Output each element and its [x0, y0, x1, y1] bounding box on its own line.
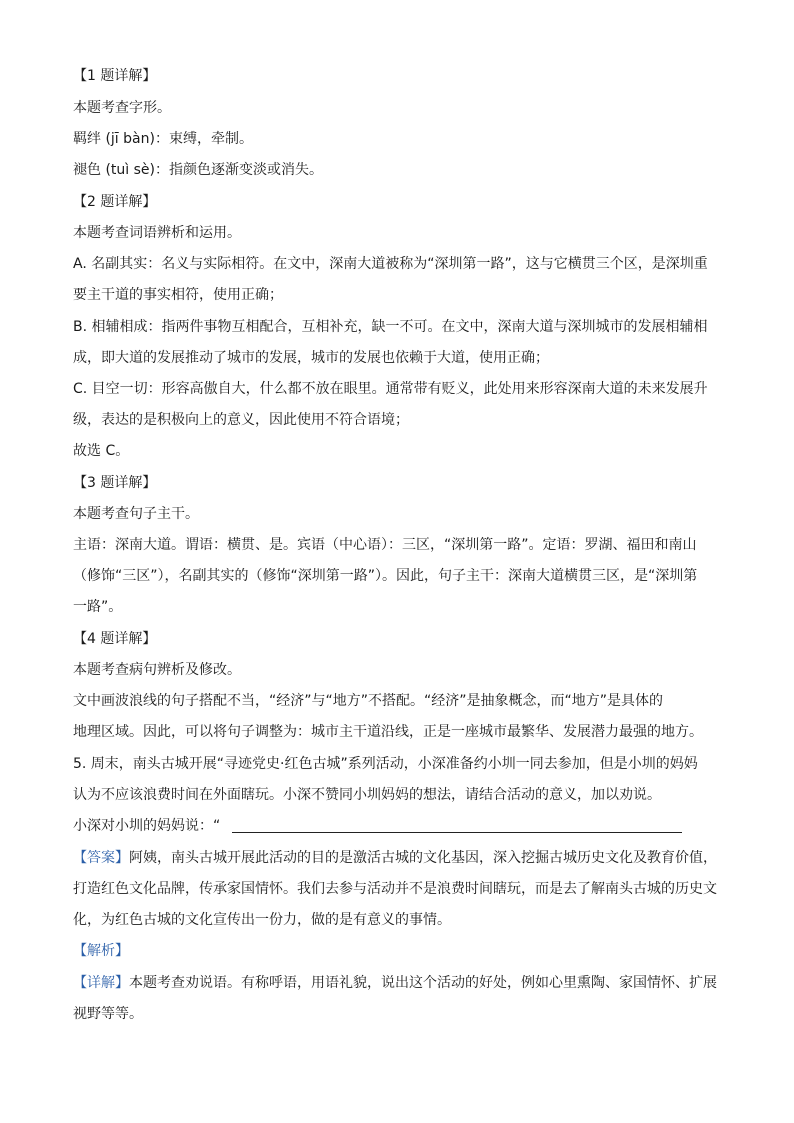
q2-option-b-cont: 成，即大道的发展推动了城市的发展，城市的发展也依赖于大道，使用正确；: [73, 350, 549, 366]
detail-text: 本题考查劝说语。有称呼语，用语礼貌，说出这个活动的好处，例如心里熏陶、家国情怀、扩展: [129, 975, 717, 991]
q3-heading: 【3 题详解】: [73, 475, 157, 491]
q5-answer: [73, 848, 733, 868]
q3-analysis: 主语：深南大道。谓语：横贯、是。宾语（中心语）：三区，“深圳第一路”。定语：罗湖、福田和南山: [73, 537, 697, 553]
detail-tag: 【详解】: [73, 975, 129, 991]
q2-topic: 本题考查词语辨析和运用。: [73, 225, 241, 241]
q5-question-cont: 认为不应该浪费时间在外面瞎玩。小深不赞同小圳妈妈的想法，请结合活动的意义，加以劝说。: [73, 787, 661, 803]
q2-option-c-cont: 级，表达的是积极向上的意义，因此使用不符合语境；: [73, 412, 409, 428]
q5-question: 5. 周末，南头古城开展“寻迹党史·红色古城”系列活动，小深准备约小圳一同去参加，但是小圳的妈妈: [73, 756, 698, 772]
analysis-tag: [73, 941, 733, 961]
analysis-tag-text: 【解析】: [73, 943, 129, 959]
q4-analysis: 文中画波浪线的句子搭配不当，“经济”与“地方”不搭配。“经济”是抽象概念，而“地方”是具体的: [73, 693, 664, 709]
q2-heading: 【2 题详解】: [73, 194, 157, 210]
q5-detail: [73, 973, 733, 993]
q5-answer-cont-2: 化，为红色古城的文化宣传出一份力，做的是有意义的事情。: [73, 912, 451, 928]
q1-topic: 本题考查字形。: [73, 100, 171, 116]
q5-prompt: 小深对小圳的妈妈说：“: [73, 818, 221, 834]
q2-option-c: C. 目空一切：形容高傲自大，什么都不放在眼里。通常带有贬义，此处用来形容深南大道的未来发展升: [73, 381, 708, 397]
q2-option-a-cont: 要主干道的事实相符，使用正确；: [73, 287, 283, 303]
q5-detail-cont: 视野等等。: [73, 1006, 143, 1022]
q2-answer: 故选 C。: [73, 443, 130, 459]
q1-word-2: 褪色 (tuì sè)：指颜色逐渐变淡或消失。: [73, 162, 323, 178]
q5-answer-cont-1: 打造红色文化品牌，传承家国情怀。我们去参与活动并不是浪费时间瞎玩，而是去了解南头古城的历史文: [73, 881, 717, 897]
q2-option-b: B. 相辅相成：指两件事物互相配合，互相补充，缺一不可。在文中，深南大道与深圳城市的发展相辅相: [73, 319, 708, 335]
q2-option-a: A. 名副其实：名义与实际相符。在文中，深南大道被称为“深圳第一路”，这与它横贯三个区，是深圳重: [73, 256, 708, 272]
q1-heading: 【1 题详解】: [73, 68, 157, 84]
q4-heading: 【4 题详解】: [73, 631, 157, 647]
answer-text: 阿姨，南头古城开展此活动的目的是激活古城的文化基因，深入挖掘古城历史文化及教育价值，: [129, 850, 717, 866]
q3-analysis-cont-1: （修饰“三区”），名副其实的（修饰“深圳第一路”）。因此，句子主干：深南大道横贯三区，是“深圳第: [73, 568, 698, 584]
answer-blank-line: [232, 832, 682, 833]
q4-analysis-cont: 地理区域。因此，可以将句子调整为：城市主干道沿线，正是一座城市最繁华、发展潜力最强的地方。: [73, 724, 703, 740]
q4-topic: 本题考查病句辨析及修改。: [73, 662, 241, 678]
q3-topic: 本题考查句子主干。: [73, 506, 199, 522]
answer-tag: 【答案】: [73, 850, 129, 866]
q1-word-1: 羁绊 (jī bàn)：束缚，牵制。: [73, 131, 253, 147]
q3-analysis-cont-2: 一路”。: [73, 599, 123, 615]
